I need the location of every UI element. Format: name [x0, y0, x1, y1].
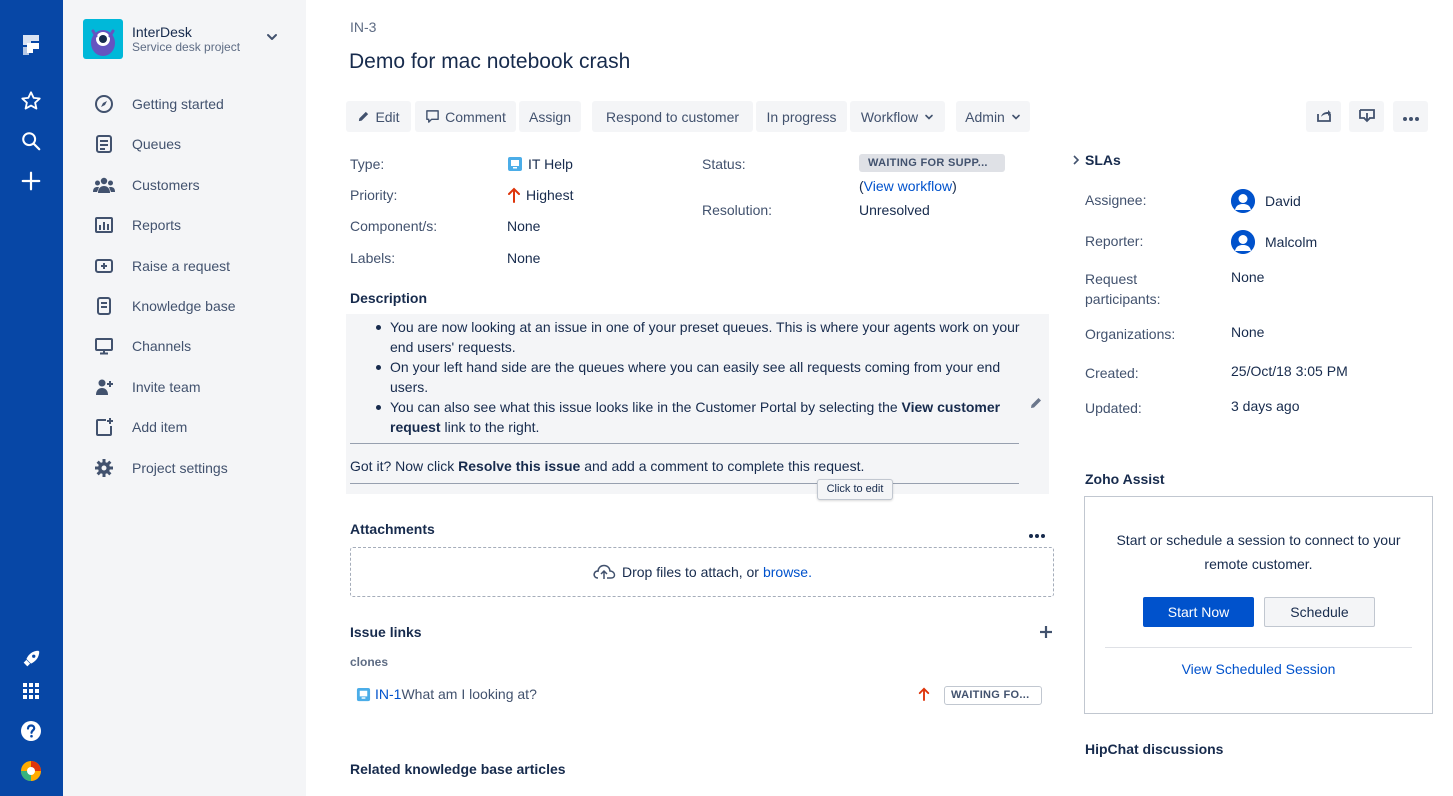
linked-issue-summary: What am I looking at?: [401, 686, 537, 702]
project-avatar: [83, 19, 123, 59]
sidebar-item-getting-started[interactable]: [93, 88, 293, 120]
related-articles-heading: Related knowledge base articles: [350, 761, 566, 777]
attachment-drop-zone[interactable]: Drop files to attach, or browse.: [350, 547, 1054, 597]
schedule-button[interactable]: Schedule: [1264, 597, 1375, 627]
component-label: Component/s:: [350, 218, 438, 234]
sidebar-item-label: Reports: [132, 217, 182, 233]
priority-label: Priority:: [350, 187, 398, 203]
divider: [350, 483, 1019, 484]
browse-link[interactable]: browse.: [762, 564, 812, 580]
in-progress-button[interactable]: In progress: [756, 101, 847, 132]
updated-value: 3 days ago: [1231, 398, 1300, 414]
add-item-icon: [93, 416, 115, 438]
resolution-value: Unresolved: [859, 202, 930, 218]
global-navigation: [0, 0, 63, 796]
project-sidebar: [63, 0, 306, 796]
more-actions-button[interactable]: [1393, 101, 1428, 132]
compass-icon: [93, 93, 115, 115]
hipchat-heading: HipChat discussions: [1085, 741, 1224, 757]
zoho-assist-heading: Zoho Assist: [1085, 471, 1165, 487]
app-switcher-icon[interactable]: [16, 676, 46, 706]
linked-issue-status-badge: WAITING FO...: [944, 686, 1042, 705]
sidebar-item-label: Channels: [132, 338, 192, 354]
attachments-more-icon[interactable]: [1028, 526, 1046, 542]
jira-logo-icon[interactable]: [16, 30, 46, 60]
project-type: Service desk project: [132, 40, 241, 54]
admin-dropdown[interactable]: Admin: [956, 101, 1030, 132]
reporter-label: Reporter:: [1085, 233, 1144, 249]
description-bullet: You are now looking at an issue in one of your preset queues. This is where your agents work on your end users' requests.: [390, 319, 1020, 355]
click-to-edit-tooltip: Click to edit: [817, 479, 893, 500]
sidebar-item-label: Project settings: [132, 460, 228, 476]
description-bullet: You can also see what this issue looks like in the Customer Portal by selecting the View customer request link to the right.: [390, 397, 1020, 437]
reports-icon: [93, 214, 115, 236]
create-plus-icon[interactable]: [16, 166, 46, 196]
start-now-button[interactable]: Start Now: [1143, 597, 1254, 627]
description-bullet: On your left hand side are the queues where you can easily see all requests coming from your end users.: [390, 357, 1020, 397]
sidebar-item-label: Queues: [132, 136, 182, 152]
assignee-value[interactable]: David: [1231, 189, 1301, 213]
search-icon[interactable]: [16, 126, 46, 156]
created-label: Created:: [1085, 365, 1139, 381]
sidebar-item-channels[interactable]: [93, 330, 293, 362]
updated-label: Updated:: [1085, 400, 1142, 416]
sidebar-item-invite-team[interactable]: [93, 371, 293, 403]
respond-to-customer-button[interactable]: Respond to customer: [592, 101, 753, 132]
view-scheduled-session-link[interactable]: View Scheduled Session: [1181, 661, 1336, 677]
description-final-line: Got it? Now click Resolve this issue and add a comment to complete this request.: [350, 458, 865, 474]
divider: [1105, 647, 1412, 648]
priority-value[interactable]: Highest: [507, 187, 573, 203]
issue-links-heading: Issue links: [350, 624, 422, 640]
sidebar-item-reports[interactable]: [93, 209, 293, 241]
gear-icon: [93, 457, 115, 479]
workflow-dropdown[interactable]: Workflow: [850, 101, 945, 132]
export-icon: [1358, 106, 1376, 127]
chevron-down-icon: [1011, 112, 1021, 122]
reporter-value[interactable]: Malcolm: [1231, 230, 1317, 254]
add-link-plus-icon[interactable]: [1039, 625, 1053, 642]
sidebar-item-label: Add item: [132, 419, 188, 435]
knowledge-base-icon: [93, 295, 115, 317]
view-workflow-link[interactable]: View workflow: [863, 178, 953, 194]
component-value[interactable]: None: [507, 218, 541, 234]
sidebar-item-add-item[interactable]: [93, 411, 293, 443]
description-field[interactable]: [346, 314, 1049, 494]
rocket-icon[interactable]: [16, 644, 46, 674]
star-icon[interactable]: [16, 86, 46, 116]
edit-button[interactable]: Edit: [346, 101, 411, 132]
share-icon: [1315, 106, 1333, 127]
status-badge: WAITING FOR SUPP...: [859, 154, 1005, 172]
comment-button[interactable]: Comment: [415, 101, 516, 132]
cloud-upload-icon: [592, 563, 616, 581]
view-workflow-row: ( View workflow ): [859, 178, 957, 194]
sidebar-item-label: Raise a request: [132, 258, 231, 274]
sidebar-item-customers[interactable]: [93, 169, 293, 201]
sidebar-item-raise-a-request[interactable]: [93, 250, 293, 282]
issue-key[interactable]: IN-3: [350, 19, 377, 35]
description-heading: Description: [350, 290, 428, 306]
share-button[interactable]: [1306, 101, 1341, 132]
zoho-assist-description: Start or schedule a session to connect to your remote customer.: [1116, 532, 1401, 572]
sidebar-item-label: Getting started: [132, 96, 224, 112]
avatar: [1231, 230, 1255, 254]
sidebar-item-label: Knowledge base: [132, 298, 236, 314]
sidebar-item-knowledge-base[interactable]: [93, 290, 293, 322]
issue-view: [306, 0, 1453, 796]
raise-request-icon: [93, 255, 115, 277]
avatar: [1231, 189, 1255, 213]
issue-link-row[interactable]: [356, 684, 1042, 706]
participants-value[interactable]: None: [1231, 269, 1265, 285]
attachments-heading: Attachments: [350, 521, 435, 537]
description-list: [390, 317, 1020, 437]
type-label: Type:: [350, 156, 385, 172]
more-icon: [1402, 109, 1420, 125]
linked-issue: [356, 686, 537, 702]
link-group-clones: clones: [350, 655, 389, 669]
assign-button[interactable]: Assign: [519, 101, 581, 132]
priority-highest-arrow-icon: [918, 687, 930, 704]
chevron-down-icon: [924, 112, 934, 122]
chevron-right-icon: [1072, 155, 1080, 165]
labels-label: Labels:: [350, 250, 396, 266]
sidebar-item-project-settings[interactable]: [93, 452, 293, 484]
organizations-value[interactable]: None: [1231, 324, 1265, 340]
resolution-label: Resolution:: [702, 202, 773, 218]
sidebar-item-label: Customers: [132, 177, 200, 193]
project-switcher[interactable]: [83, 19, 283, 61]
zoho-assist-panel: [1084, 496, 1433, 714]
assignee-label: Assignee:: [1085, 192, 1147, 208]
organizations-label: Organizations:: [1085, 326, 1176, 342]
monitor-icon: [93, 335, 115, 357]
customers-icon: [93, 174, 115, 196]
pencil-icon: [357, 110, 370, 123]
participants-label: Request participants:: [1085, 271, 1161, 307]
slas-toggle[interactable]: SLAs: [1072, 152, 1121, 168]
user-profile-avatar-icon[interactable]: [16, 756, 46, 786]
issue-title[interactable]: Demo for mac notebook crash: [349, 50, 631, 73]
divider: [350, 443, 1019, 444]
it-help-icon: [507, 156, 523, 172]
project-name: InterDesk: [132, 24, 192, 40]
status-label: Status:: [702, 156, 746, 172]
help-icon[interactable]: [16, 716, 46, 746]
created-value: 25/Oct/18 3:05 PM: [1231, 363, 1348, 379]
type-value[interactable]: IT Help: [507, 156, 573, 172]
labels-value[interactable]: None: [507, 250, 541, 266]
it-help-icon: [356, 687, 371, 702]
comment-icon: [425, 109, 440, 124]
edit-pencil-icon[interactable]: [1029, 396, 1043, 413]
queues-icon: [93, 133, 115, 155]
chevron-down-icon[interactable]: [265, 30, 279, 47]
sidebar-item-queues[interactable]: [93, 128, 293, 160]
linked-issue-key[interactable]: IN-1: [375, 686, 402, 702]
priority-highest-arrow-icon: [507, 187, 521, 203]
sidebar-item-label: Invite team: [132, 379, 201, 395]
export-button[interactable]: [1349, 101, 1384, 132]
invite-user-icon: [93, 376, 115, 398]
